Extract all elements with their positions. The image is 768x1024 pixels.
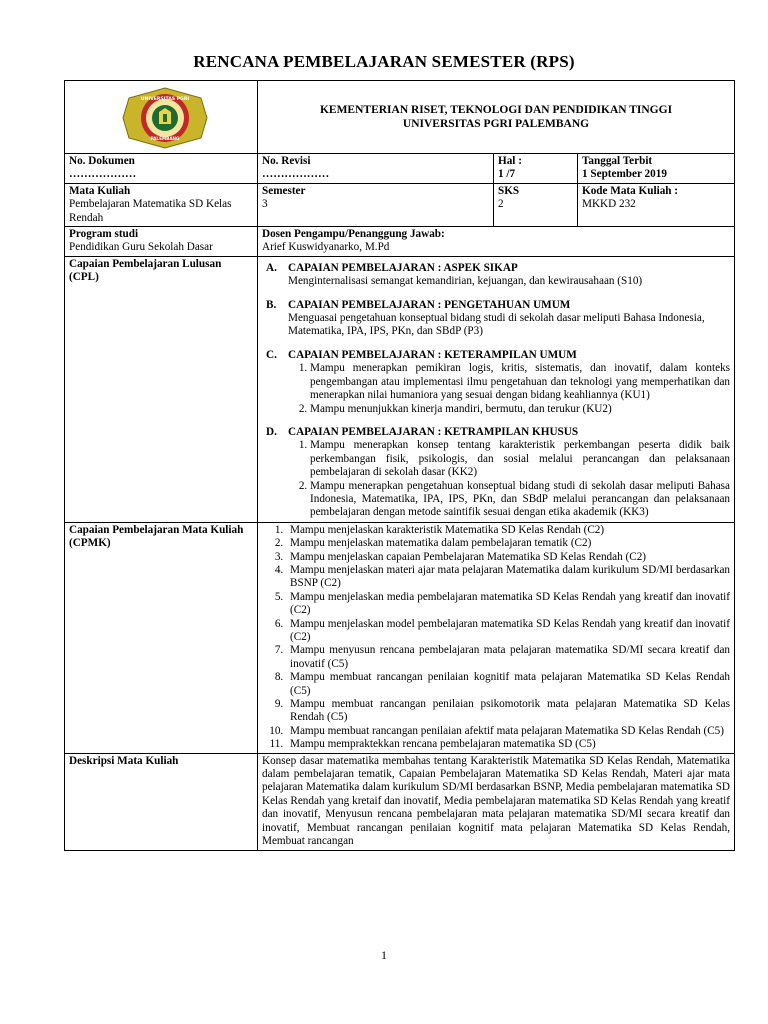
cpl-d-list [262,439,730,519]
tanggal-cell [578,154,735,184]
list-item: 6. Mampu menjelaskan model pembelajaran matematika SD Kelas Rendah yang kreatif dan inovatif (C2) [286,618,730,645]
cpl-b-text: Menguasai pengetahuan konseptual bidang studi di sekolah dasar meliputi Bahasa Indonesia, Matematika, IPA, IPS, PKn, dan SBdP (P3) [288,312,705,338]
list-item: 2. Mampu menunjukkan kinerja mandiri, bermutu, dan terukur (KU2) [310,403,730,416]
list-item: 2. Mampu menerapkan pengetahuan konseptual bidang studi di sekolah dasar meliputi Bahasa Indonesia, Matematika, IPA, IPS, PKn, dan SBdP melalui perancangan dan pelaksanaan pembelajaran dengan metode saintifik sesuai dengan etika akademik (KK3) [310,480,730,520]
semester-cell [258,183,494,226]
hal-value: 1 /7 [498,168,516,181]
mata-kuliah-label: Mata Kuliah [69,184,131,197]
list-item: 3. Mampu menjelaskan capaian Pembelajaran Matematika SD Kelas Rendah (C2) [286,551,730,564]
kode-mk-value: MKKD 232 [582,198,636,211]
university-logo-icon [121,86,209,150]
page-number: 1 [381,948,387,962]
logo-cell [65,81,258,154]
sks-cell [494,183,578,226]
no-dokumen-label: No. Dokumen [69,155,135,167]
no-dokumen-cell [65,154,258,184]
rps-table [64,80,735,851]
no-dokumen-value: ……………… [69,168,137,181]
list-item: 1. Mampu menerapkan konsep tentang karakteristik perkembangan peserta didik baik perkembangan fisik, psikologis, dan sosial melalui perancangan dan pelaksanaan pembelajaran di sekolah dasar (KK2) [310,439,730,479]
cpl-b-letter: B. [266,298,277,311]
mata-kuliah-value: Pembelajaran Matematika SD Kelas Rendah [69,198,232,224]
sks-label: SKS [498,184,520,197]
no-revisi-value: ……………… [262,168,330,181]
ministry-name: KEMENTERIAN RISET, TEKNOLOGI DAN PENDIDIKAN TINGGI [319,104,673,116]
university-name: UNIVERSITAS PGRI PALEMBANG [402,118,590,130]
list-item: 9. Mampu membuat rancangan penilaian psikomotorik mata pelajaran Matematika SD Kelas Rendah (C5) [286,698,730,725]
list-item: 11. Mampu mempraktekkan rencana pembelajaran matematika SD (C5) [286,738,730,751]
hal-cell [494,154,578,184]
hal-label: Hal : [498,155,522,167]
document-title: RENCANA PEMBELAJARAN SEMESTER (RPS) [193,52,575,71]
dosen-value: Arief Kuswidyanarko, M.Pd [262,241,390,254]
deskripsi-text: Konsep dasar matematika membahas tentang Karakteristik Matematika SD Kelas Rendah, Matematika dalam pembelajaran tematik, Capaian Pembelajaran Matematika SD Kelas Rendah, Materi ajar mata pelajaran Matematika dalam kurikulum SD/MI berdasarkan BSNP, Media pembelajaran matematika SD Kelas Rendah yang kretaif dan inovatif, Media pembelajaran matematika SD Kelas Rendah yang kreatif dan inovatif, Menyusun rencana pembelajaran mata pelajaran matematika SD/MI secara kreatif dan inovatif, Membuat rancangan penilaian kognitif mata pelajaran Matematika SD Kelas Rendah, Membuat rancangan [258,753,735,850]
cpl-a-title: CAPAIAN PEMBELAJARAN : ASPEK SIKAP [288,261,518,274]
cpl-d-title: CAPAIAN PEMBELAJARAN : KETRAMPILAN KHUSUS [288,425,579,438]
tanggal-label: Tanggal Terbit [582,155,653,167]
semester-label: Semester [262,184,306,197]
list-item: 2. Mampu menjelaskan matematika dalam pembelajaran tematik (C2) [286,537,730,550]
cpmk-label: Capaian Pembelajaran Mata Kuliah (CPMK) [65,522,258,753]
tanggal-value: 1 September 2019 [582,168,667,181]
cpl-section-d [262,426,730,520]
mata-kuliah-cell [65,183,258,226]
cpl-section-b [262,299,730,339]
cpl-content [258,256,735,522]
list-item: 4. Mampu menjelaskan materi ajar mata pelajaran Matematika dalam kurikulum SD/MI berdasarkan BSNP (C2) [286,564,730,591]
cpl-b-title: CAPAIAN PEMBELAJARAN : PENGETAHUAN UMUM [288,298,571,311]
cpmk-list [262,524,730,752]
deskripsi-label: Deskripsi Mata Kuliah [65,753,258,850]
cpl-a-letter: A. [266,261,277,274]
list-item: 1. Mampu menerapkan pemikiran logis, kritis, sistematis, dan inovatif, dalam konteks pengembangan atau implementasi ilmu pengetahuan dan teknologi yang memperhatikan dan menerapkan nilai humaniora yang sesuai dengan bidang keahliannya (KU1) [310,362,730,402]
list-item: 8. Mampu membuat rancangan penilaian kognitif mata pelajaran Matematika SD Kelas Rendah (C5) [286,671,730,698]
logo-text-bottom: PALEMBANG [150,136,180,141]
cpl-c-list [262,362,730,416]
list-item: 5. Mampu menjelaskan media pembelajaran matematika SD Kelas Rendah yang kreatif dan inovatif (C2) [286,591,730,618]
cpl-label: Capaian Pembelajaran Lulusan (CPL) [65,256,258,522]
program-studi-label: Program studi [69,228,139,241]
cpl-section-c [262,349,730,416]
cpl-c-letter: C. [266,348,277,361]
program-studi-cell [65,227,258,257]
kode-mk-cell [578,183,735,226]
semester-value: 3 [262,198,268,211]
sks-value: 2 [498,198,504,211]
cpmk-content [258,522,735,753]
dosen-cell [258,227,735,257]
list-item: 10. Mampu membuat rancangan penilaian afektif mata pelajaran Matematika SD Kelas Rendah (C5) [286,725,730,738]
cpl-c-title: CAPAIAN PEMBELAJARAN : KETERAMPILAN UMUM [288,348,577,361]
program-studi-value: Pendidikan Guru Sekolah Dasar [69,241,213,254]
dosen-label: Dosen Pengampu/Penanggung Jawab: [262,228,445,241]
cpl-a-text: Menginternalisasi semangat kemandirian, kejuangan, dan kewirausahaan (S10) [288,275,643,288]
logo-text-top: UNIVERSITAS PGRI [140,97,190,102]
list-item: 7. Mampu menyusun rencana pembelajaran mata pelajaran matematika SD/MI secara kreatif dan inovatif (C5) [286,644,730,671]
list-item: 1. Mampu menjelaskan karakteristik Matematika SD Kelas Rendah (C2) [286,524,730,537]
kode-mk-label: Kode Mata Kuliah : [582,184,679,197]
cpl-d-letter: D. [266,425,277,438]
header-cell [258,81,735,154]
cpl-section-a [262,262,730,289]
no-revisi-label: No. Revisi [262,155,311,167]
no-revisi-cell [258,154,494,184]
